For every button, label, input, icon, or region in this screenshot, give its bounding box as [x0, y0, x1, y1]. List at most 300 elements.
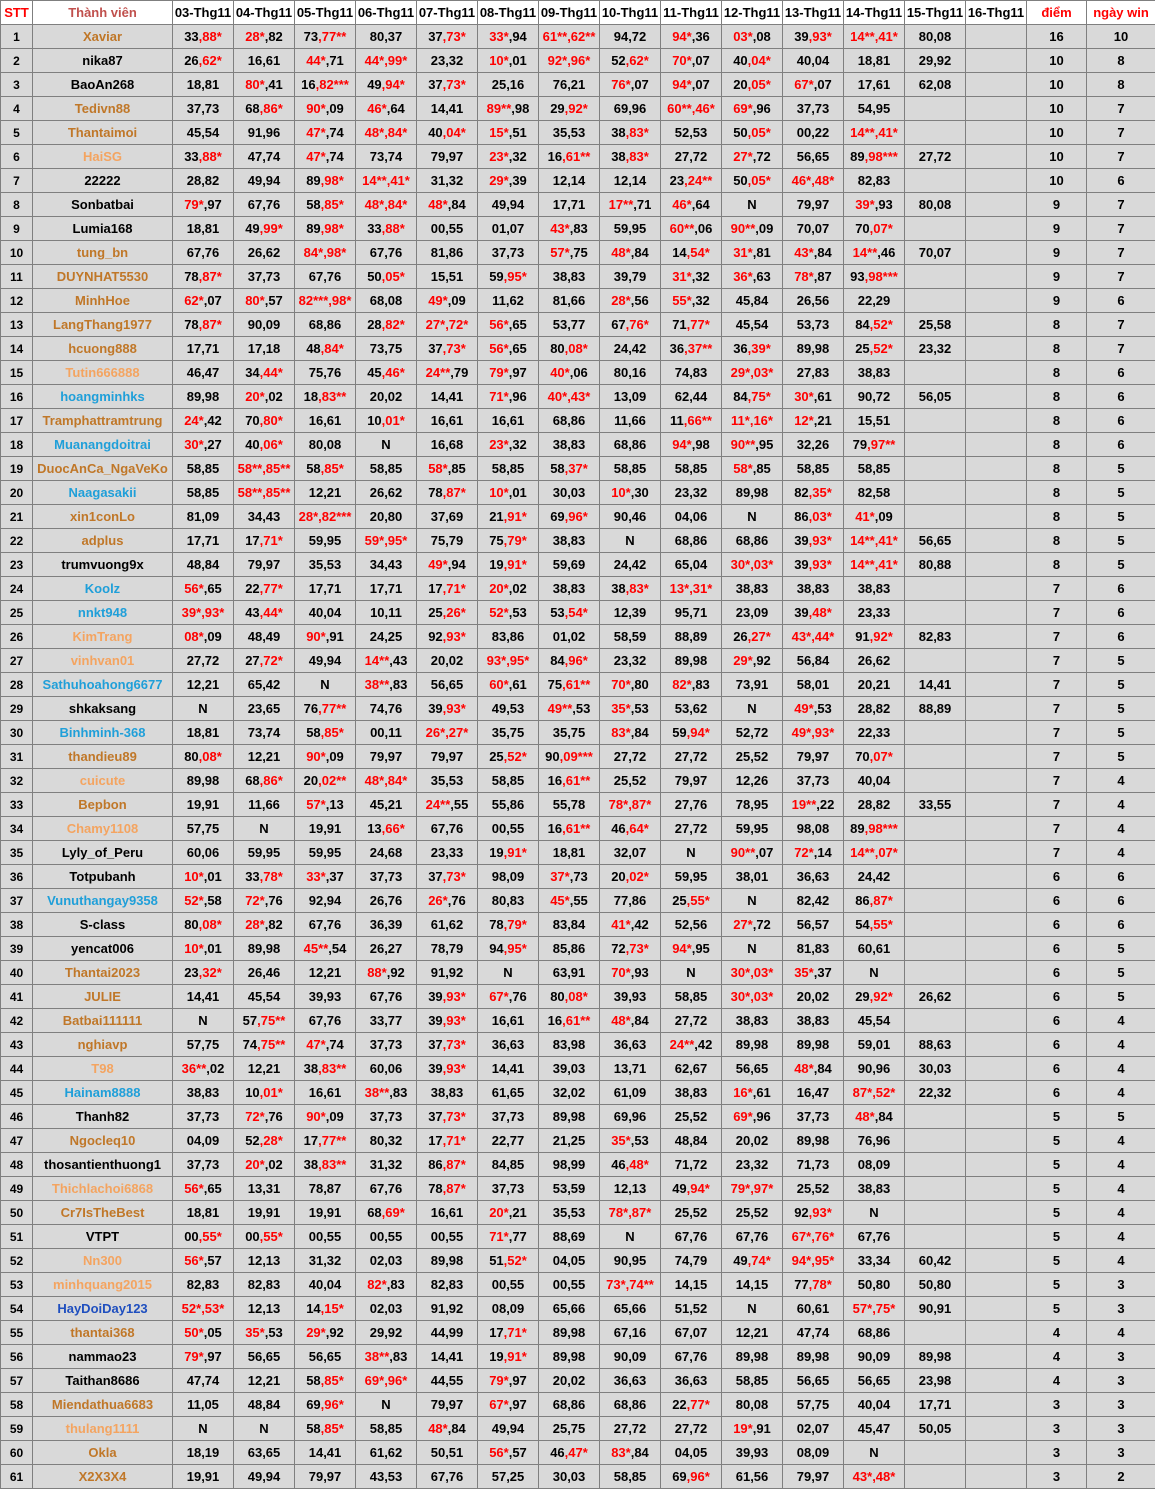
- day-pick-cell: 25,52*: [844, 337, 905, 361]
- day-pick-cell: 49,74*: [722, 1249, 783, 1273]
- day-pick-cell: 61,09: [600, 1081, 661, 1105]
- day-pick-cell: 14,41: [417, 1345, 478, 1369]
- day-pick-cell: N: [661, 841, 722, 865]
- day-pick-cell: 67,76: [234, 193, 295, 217]
- day-pick-cell: 29,92*: [539, 97, 600, 121]
- day-pick-cell: 80,37: [356, 25, 417, 49]
- day-pick-cell: 47*,74: [295, 121, 356, 145]
- member-name: 22222: [33, 169, 173, 193]
- win-days-cell: 6: [1087, 289, 1155, 313]
- day-pick-cell: 37,69: [417, 505, 478, 529]
- day-pick-cell: 56*,57: [478, 1441, 539, 1465]
- day-pick-cell: 69*,96*: [356, 1369, 417, 1393]
- day-pick-cell: 51,52: [661, 1297, 722, 1321]
- table-row: [1, 553, 1155, 577]
- day-pick-cell: 39,93*: [417, 697, 478, 721]
- table-row: [1, 1201, 1155, 1225]
- day-pick-cell: 38,83: [844, 577, 905, 601]
- day-pick-cell: [966, 385, 1027, 409]
- day-pick-cell: 63,65: [234, 1441, 295, 1465]
- day-pick-cell: 17,71: [173, 337, 234, 361]
- day-pick-cell: 26,62: [356, 481, 417, 505]
- table-row: [1, 337, 1155, 361]
- table-row: [1, 913, 1155, 937]
- day-pick-cell: 67,76: [417, 817, 478, 841]
- day-pick-cell: 10*,01: [173, 865, 234, 889]
- day-pick-cell: 17,71: [173, 529, 234, 553]
- day-pick-cell: [966, 49, 1027, 73]
- day-pick-cell: 94,72: [600, 25, 661, 49]
- score-cell: 10: [1027, 169, 1087, 193]
- day-pick-cell: 83,98: [539, 1033, 600, 1057]
- day-pick-cell: 95,71: [661, 601, 722, 625]
- day-pick-cell: 00,55: [539, 1273, 600, 1297]
- day-pick-cell: 48*,84*: [356, 121, 417, 145]
- day-pick-cell: 89,98: [539, 1345, 600, 1369]
- day-pick-cell: 36,39*: [722, 337, 783, 361]
- day-pick-cell: 27,72*: [234, 649, 295, 673]
- day-pick-cell: 49*,94: [417, 553, 478, 577]
- day-pick-cell: 14,15: [722, 1273, 783, 1297]
- row-number: 17: [1, 409, 33, 433]
- day-pick-cell: 17,71: [905, 1393, 966, 1417]
- day-pick-cell: 94*,95*: [783, 1249, 844, 1273]
- day-pick-cell: 26*,27*: [417, 721, 478, 745]
- day-pick-cell: 90,09: [234, 313, 295, 337]
- row-number: 53: [1, 1273, 33, 1297]
- day-pick-cell: 84,75*: [722, 385, 783, 409]
- day-pick-cell: [966, 937, 1027, 961]
- day-pick-cell: N: [844, 1441, 905, 1465]
- day-pick-cell: 18,81: [173, 721, 234, 745]
- day-pick-cell: 27,72: [600, 745, 661, 769]
- win-days-cell: 7: [1087, 241, 1155, 265]
- day-pick-cell: 94*,07: [661, 73, 722, 97]
- win-days-cell: 3: [1087, 1297, 1155, 1321]
- day-pick-cell: [966, 649, 1027, 673]
- day-pick-cell: 67,76*: [600, 313, 661, 337]
- day-pick-cell: 89,98: [173, 769, 234, 793]
- table-row: [1, 97, 1155, 121]
- day-pick-cell: 36*,63: [722, 265, 783, 289]
- day-pick-cell: 54,55*: [844, 913, 905, 937]
- day-pick-cell: 53,62: [661, 697, 722, 721]
- row-number: 6: [1, 145, 33, 169]
- day-pick-cell: 89,98: [905, 1345, 966, 1369]
- day-pick-cell: 46*,64: [661, 193, 722, 217]
- day-pick-cell: 56,65: [783, 1369, 844, 1393]
- day-pick-cell: 25,75: [539, 1417, 600, 1441]
- day-pick-cell: 50,51: [417, 1441, 478, 1465]
- day-pick-cell: 78,79: [417, 937, 478, 961]
- day-pick-cell: 58**,85**: [234, 457, 295, 481]
- day-pick-cell: 39,93*: [417, 1057, 478, 1081]
- day-pick-cell: 65,42: [234, 673, 295, 697]
- day-pick-cell: 13*,31*: [661, 577, 722, 601]
- win-days-cell: 7: [1087, 217, 1155, 241]
- day-pick-cell: 89,98*: [295, 169, 356, 193]
- win-days-cell: 7: [1087, 121, 1155, 145]
- row-number: 41: [1, 985, 33, 1009]
- day-pick-cell: [905, 1225, 966, 1249]
- table-row: [1, 529, 1155, 553]
- day-pick-cell: 37,73: [356, 1105, 417, 1129]
- day-pick-cell: 27,72: [905, 145, 966, 169]
- day-pick-cell: 82,83: [905, 625, 966, 649]
- day-pick-cell: 56*,65: [478, 337, 539, 361]
- day-pick-cell: 31,32: [356, 1153, 417, 1177]
- day-pick-cell: 45,84: [722, 289, 783, 313]
- day-pick-cell: 23*,32: [478, 145, 539, 169]
- day-pick-cell: 83,84: [539, 913, 600, 937]
- day-pick-cell: 92*,96*: [539, 49, 600, 73]
- win-days-cell: 6: [1087, 169, 1155, 193]
- score-cell: 9: [1027, 241, 1087, 265]
- day-pick-cell: 28*,56: [600, 289, 661, 313]
- day-pick-cell: 12,21: [234, 745, 295, 769]
- day-pick-cell: 50,05*: [722, 169, 783, 193]
- day-pick-cell: 19,91*: [478, 1345, 539, 1369]
- day-pick-cell: 00,55: [478, 817, 539, 841]
- day-pick-cell: 38,83: [722, 1009, 783, 1033]
- member-name: adplus: [33, 529, 173, 553]
- day-pick-cell: [966, 193, 1027, 217]
- day-pick-cell: [966, 361, 1027, 385]
- day-pick-cell: 23,98: [905, 1369, 966, 1393]
- day-pick-cell: 53,54*: [539, 601, 600, 625]
- day-pick-cell: [905, 817, 966, 841]
- score-cell: 8: [1027, 505, 1087, 529]
- day-pick-cell: [905, 889, 966, 913]
- win-days-cell: 5: [1087, 457, 1155, 481]
- day-pick-cell: 49*,09: [417, 289, 478, 313]
- day-pick-cell: 20*,02: [478, 577, 539, 601]
- day-pick-cell: [966, 529, 1027, 553]
- day-pick-cell: 76,77**: [295, 697, 356, 721]
- day-pick-cell: 12,21: [234, 1057, 295, 1081]
- day-pick-cell: 38,83*: [600, 577, 661, 601]
- table-row: [1, 1153, 1155, 1177]
- header-wins: ngày win: [1087, 1, 1155, 25]
- day-pick-cell: 11,66**: [661, 409, 722, 433]
- day-pick-cell: 28*,82: [234, 913, 295, 937]
- day-pick-cell: 94*,95: [661, 937, 722, 961]
- day-pick-cell: 26,56: [783, 289, 844, 313]
- day-pick-cell: 57,75: [173, 817, 234, 841]
- table-row: [1, 961, 1155, 985]
- day-pick-cell: 48,84*: [295, 337, 356, 361]
- day-pick-cell: 38,83*: [600, 145, 661, 169]
- day-pick-cell: 25,52*: [478, 745, 539, 769]
- day-pick-cell: 38,83: [783, 577, 844, 601]
- day-pick-cell: 20*,21: [478, 1201, 539, 1225]
- day-pick-cell: 67*,76: [478, 985, 539, 1009]
- row-number: 40: [1, 961, 33, 985]
- header-date: 15-Thg11: [905, 1, 966, 25]
- day-pick-cell: 27*,72: [722, 145, 783, 169]
- day-pick-cell: 39,48*: [783, 601, 844, 625]
- day-pick-cell: 89,98: [722, 1345, 783, 1369]
- day-pick-cell: [966, 121, 1027, 145]
- member-name: nghiavp: [33, 1033, 173, 1057]
- day-pick-cell: 50,80: [844, 1273, 905, 1297]
- day-pick-cell: 86,87*: [417, 1153, 478, 1177]
- day-pick-cell: [966, 409, 1027, 433]
- day-pick-cell: 53,59: [539, 1177, 600, 1201]
- day-pick-cell: [966, 865, 1027, 889]
- day-pick-cell: 55,78: [539, 793, 600, 817]
- day-pick-cell: 60,06: [356, 1057, 417, 1081]
- day-pick-cell: 34,44*: [234, 361, 295, 385]
- table-row: [1, 865, 1155, 889]
- day-pick-cell: [905, 289, 966, 313]
- day-pick-cell: 49,94: [234, 1465, 295, 1489]
- day-pick-cell: 79,97: [417, 1393, 478, 1417]
- day-pick-cell: 44,99: [417, 1321, 478, 1345]
- day-pick-cell: 67,76: [661, 1345, 722, 1369]
- member-name: LangThang1977: [33, 313, 173, 337]
- day-pick-cell: 23,32: [905, 337, 966, 361]
- day-pick-cell: [905, 745, 966, 769]
- day-pick-cell: 40,04: [844, 1393, 905, 1417]
- table-row: [1, 481, 1155, 505]
- day-pick-cell: 28,82*: [356, 313, 417, 337]
- day-pick-cell: 58,85: [600, 457, 661, 481]
- day-pick-cell: [966, 1441, 1027, 1465]
- day-pick-cell: 38,83: [844, 361, 905, 385]
- day-pick-cell: 80,88: [905, 553, 966, 577]
- day-pick-cell: 71*,96: [478, 385, 539, 409]
- day-pick-cell: 24**,79: [417, 361, 478, 385]
- day-pick-cell: 43,53: [356, 1465, 417, 1489]
- day-pick-cell: 48,49: [234, 625, 295, 649]
- win-days-cell: 4: [1087, 1177, 1155, 1201]
- day-pick-cell: 53,77: [539, 313, 600, 337]
- day-pick-cell: 13,09: [600, 385, 661, 409]
- row-number: 51: [1, 1225, 33, 1249]
- row-number: 57: [1, 1369, 33, 1393]
- day-pick-cell: [905, 841, 966, 865]
- day-pick-cell: 92,93*: [417, 625, 478, 649]
- day-pick-cell: 50*,05: [173, 1321, 234, 1345]
- day-pick-cell: 62,44: [661, 385, 722, 409]
- day-pick-cell: 88*,92: [356, 961, 417, 985]
- row-number: 52: [1, 1249, 33, 1273]
- day-pick-cell: 12,13: [600, 1177, 661, 1201]
- score-cell: 3: [1027, 1441, 1087, 1465]
- day-pick-cell: [966, 1321, 1027, 1345]
- day-pick-cell: 67,76: [356, 1177, 417, 1201]
- day-pick-cell: 55*,32: [661, 289, 722, 313]
- row-number: 39: [1, 937, 33, 961]
- day-pick-cell: 59,69: [539, 553, 600, 577]
- day-pick-cell: 02,03: [356, 1249, 417, 1273]
- day-pick-cell: 38**,83: [356, 1345, 417, 1369]
- day-pick-cell: [966, 721, 1027, 745]
- day-pick-cell: 79*,97: [478, 1369, 539, 1393]
- member-name: S-class: [33, 913, 173, 937]
- day-pick-cell: 29*,03*: [722, 361, 783, 385]
- day-pick-cell: 36**,02: [173, 1057, 234, 1081]
- day-pick-cell: 58*,85: [722, 457, 783, 481]
- table-row: [1, 217, 1155, 241]
- day-pick-cell: 04,05: [539, 1249, 600, 1273]
- day-pick-cell: 80,08*: [539, 985, 600, 1009]
- day-pick-cell: 67,76: [417, 1465, 478, 1489]
- day-pick-cell: 47*,74: [295, 145, 356, 169]
- day-pick-cell: [966, 625, 1027, 649]
- score-cell: 5: [1027, 1249, 1087, 1273]
- day-pick-cell: 32,07: [600, 841, 661, 865]
- table-row: [1, 1321, 1155, 1345]
- day-pick-cell: [966, 1033, 1027, 1057]
- day-pick-cell: 40*,43*: [539, 385, 600, 409]
- day-pick-cell: [905, 1465, 966, 1489]
- day-pick-cell: 26,46: [234, 961, 295, 985]
- day-pick-cell: 18,81: [173, 1201, 234, 1225]
- score-cell: 10: [1027, 73, 1087, 97]
- day-pick-cell: 60,61: [844, 937, 905, 961]
- day-pick-cell: 90,95: [600, 1249, 661, 1273]
- day-pick-cell: [905, 121, 966, 145]
- day-pick-cell: 20,02: [722, 1129, 783, 1153]
- day-pick-cell: 41*,42: [600, 913, 661, 937]
- day-pick-cell: 35,53: [295, 553, 356, 577]
- header-date: 08-Thg11: [478, 1, 539, 25]
- day-pick-cell: 04,06: [661, 505, 722, 529]
- day-pick-cell: 47,74: [234, 145, 295, 169]
- day-pick-cell: 89,98: [783, 337, 844, 361]
- day-pick-cell: 89,98: [234, 937, 295, 961]
- day-pick-cell: 49,53: [478, 697, 539, 721]
- day-pick-cell: 68,86: [722, 529, 783, 553]
- day-pick-cell: 37,73*: [417, 25, 478, 49]
- day-pick-cell: 49*,93*: [783, 721, 844, 745]
- day-pick-cell: 58**,85**: [234, 481, 295, 505]
- table-row: [1, 1417, 1155, 1441]
- score-cell: 6: [1027, 865, 1087, 889]
- day-pick-cell: 12,21: [234, 1369, 295, 1393]
- day-pick-cell: [966, 769, 1027, 793]
- day-pick-cell: 52,28*: [234, 1129, 295, 1153]
- day-pick-cell: 52*,53: [478, 601, 539, 625]
- day-pick-cell: 14**,41*: [844, 553, 905, 577]
- score-cell: 8: [1027, 433, 1087, 457]
- day-pick-cell: 49,94*: [661, 1177, 722, 1201]
- table-row: [1, 1129, 1155, 1153]
- day-pick-cell: 59,01: [844, 1033, 905, 1057]
- day-pick-cell: 52,62*: [600, 49, 661, 73]
- day-pick-cell: 72*,76: [234, 1105, 295, 1129]
- day-pick-cell: [905, 577, 966, 601]
- day-pick-cell: 67,76: [295, 913, 356, 937]
- score-cell: 4: [1027, 1345, 1087, 1369]
- day-pick-cell: [966, 505, 1027, 529]
- day-pick-cell: 16,61: [295, 409, 356, 433]
- score-cell: 16: [1027, 25, 1087, 49]
- day-pick-cell: 37*,73: [539, 865, 600, 889]
- day-pick-cell: 78,87*: [417, 481, 478, 505]
- day-pick-cell: 14,41: [417, 385, 478, 409]
- member-name: thulang1111: [33, 1417, 173, 1441]
- day-pick-cell: 39,93*: [417, 985, 478, 1009]
- day-pick-cell: 83*,84: [600, 721, 661, 745]
- day-pick-cell: 20,02: [417, 649, 478, 673]
- score-cell: 8: [1027, 337, 1087, 361]
- day-pick-cell: 39,93*: [783, 529, 844, 553]
- table-row: [1, 1465, 1155, 1489]
- day-pick-cell: 26,27: [356, 937, 417, 961]
- row-number: 44: [1, 1057, 33, 1081]
- day-pick-cell: N: [722, 889, 783, 913]
- day-pick-cell: 11,62: [478, 289, 539, 313]
- day-pick-cell: 67,16: [600, 1321, 661, 1345]
- day-pick-cell: 31,32: [417, 169, 478, 193]
- day-pick-cell: 72*,76: [234, 889, 295, 913]
- day-pick-cell: 73,74: [234, 721, 295, 745]
- header-date: 11-Thg11: [661, 1, 722, 25]
- score-cell: 5: [1027, 1273, 1087, 1297]
- day-pick-cell: 90,09***: [539, 745, 600, 769]
- member-name: HayDoiDay123: [33, 1297, 173, 1321]
- day-pick-cell: 38,83: [661, 1081, 722, 1105]
- day-pick-cell: 68,86: [539, 409, 600, 433]
- win-days-cell: 7: [1087, 313, 1155, 337]
- win-days-cell: 6: [1087, 409, 1155, 433]
- day-pick-cell: 58,85: [722, 1369, 783, 1393]
- day-pick-cell: 17,71: [295, 577, 356, 601]
- day-pick-cell: 17,71: [539, 193, 600, 217]
- day-pick-cell: 55,86: [478, 793, 539, 817]
- table-row: [1, 193, 1155, 217]
- member-name: DUYNHAT5530: [33, 265, 173, 289]
- row-number: 35: [1, 841, 33, 865]
- day-pick-cell: 71,77*: [661, 313, 722, 337]
- day-pick-cell: 43*,44*: [783, 625, 844, 649]
- day-pick-cell: 67,76: [356, 241, 417, 265]
- day-pick-cell: 60**,06: [661, 217, 722, 241]
- score-cell: 9: [1027, 217, 1087, 241]
- day-pick-cell: 45,54: [844, 1009, 905, 1033]
- day-pick-cell: 19,91: [173, 793, 234, 817]
- day-pick-cell: 47,74: [783, 1321, 844, 1345]
- day-pick-cell: 27*,72*: [417, 313, 478, 337]
- day-pick-cell: 52,53: [661, 121, 722, 145]
- day-pick-cell: 12,26: [722, 769, 783, 793]
- day-pick-cell: 17,71: [356, 577, 417, 601]
- win-days-cell: 8: [1087, 73, 1155, 97]
- day-pick-cell: [966, 1057, 1027, 1081]
- day-pick-cell: 38,83: [539, 265, 600, 289]
- win-days-cell: 4: [1087, 1081, 1155, 1105]
- day-pick-cell: [966, 1417, 1027, 1441]
- day-pick-cell: 81,86: [417, 241, 478, 265]
- day-pick-cell: 90,09: [600, 1345, 661, 1369]
- day-pick-cell: 57,25: [478, 1465, 539, 1489]
- day-pick-cell: 08,09: [783, 1441, 844, 1465]
- day-pick-cell: [966, 577, 1027, 601]
- day-pick-cell: 37,73: [478, 1105, 539, 1129]
- day-pick-cell: N: [234, 817, 295, 841]
- day-pick-cell: 50,05: [905, 1417, 966, 1441]
- day-pick-cell: 11*,16*: [722, 409, 783, 433]
- member-name: shkaksang: [33, 697, 173, 721]
- day-pick-cell: 38,83: [539, 529, 600, 553]
- table-row: [1, 1081, 1155, 1105]
- day-pick-cell: 19*,91: [722, 1417, 783, 1441]
- day-pick-cell: 67,07: [661, 1321, 722, 1345]
- day-pick-cell: 68,08: [356, 289, 417, 313]
